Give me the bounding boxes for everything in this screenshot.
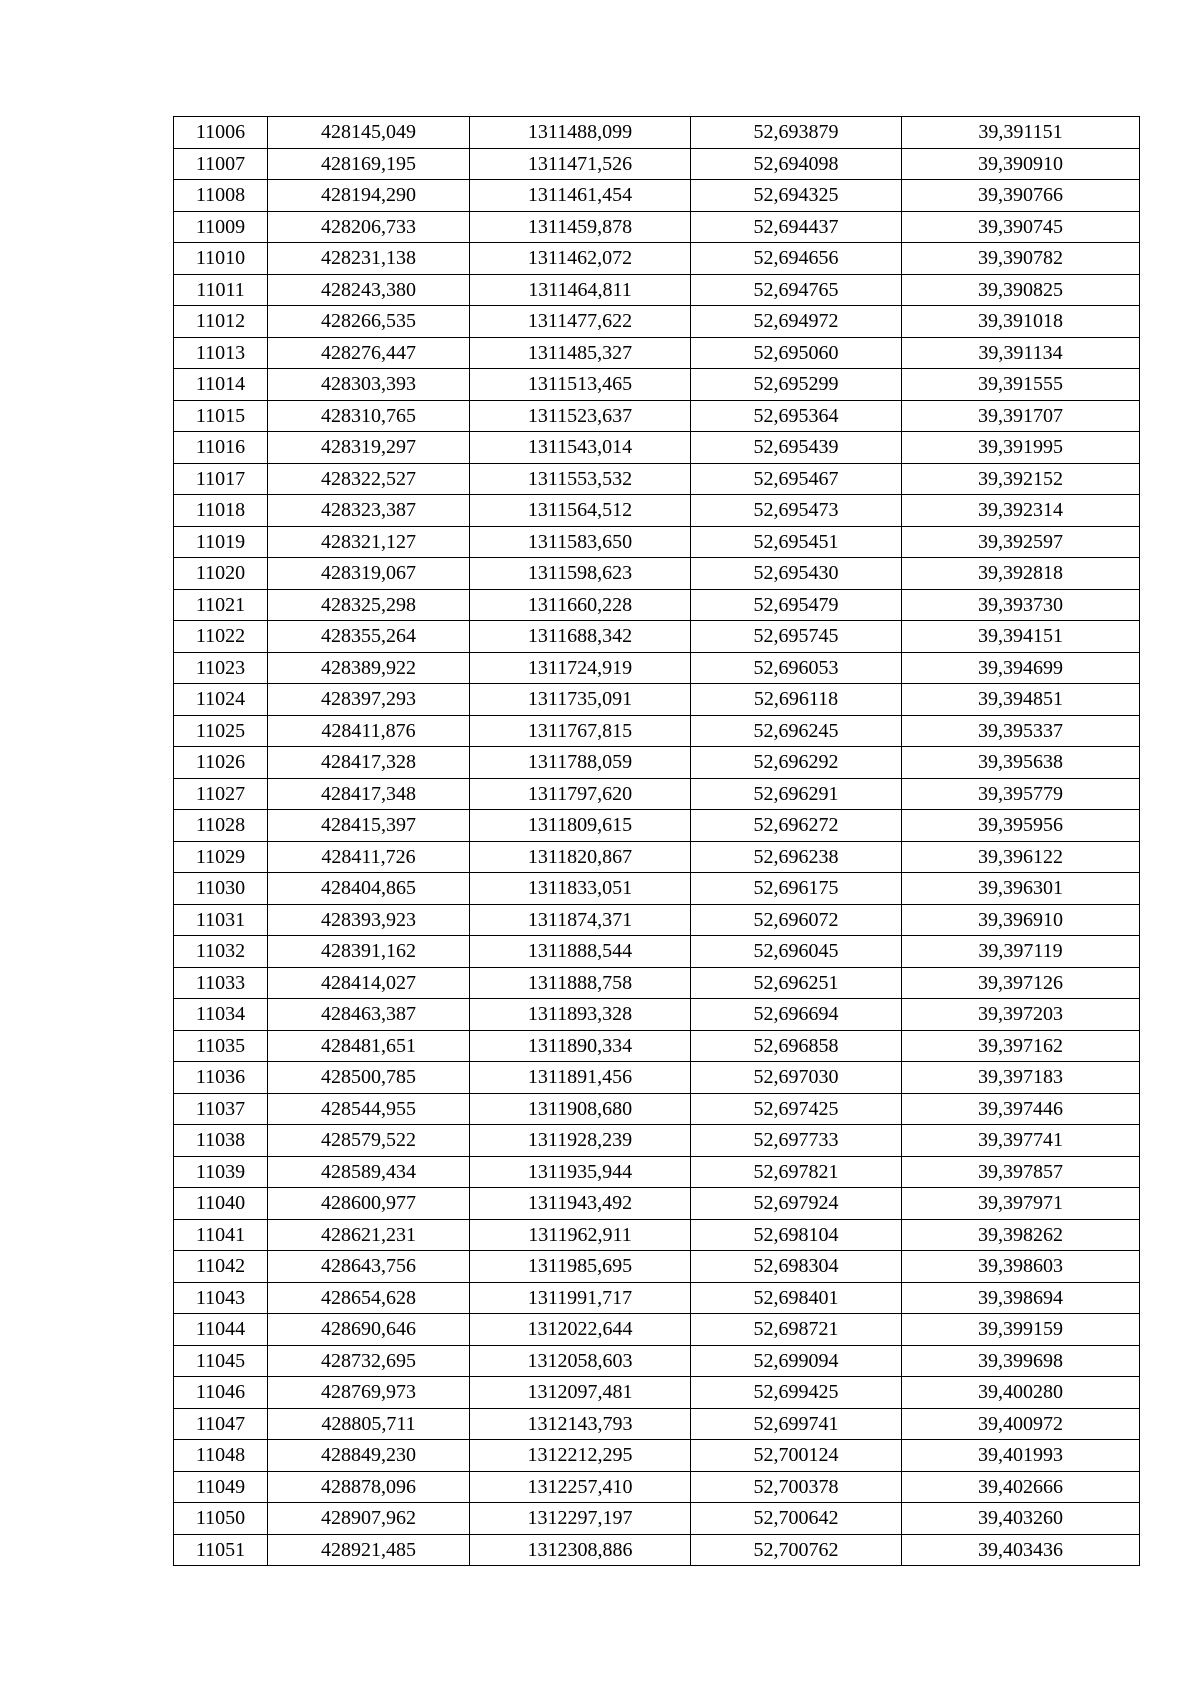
point-number-cell: 11041	[174, 1219, 268, 1251]
point-number-cell: 11038	[174, 1125, 268, 1157]
latitude-cell: 52,700762	[691, 1534, 902, 1566]
x-coordinate-cell: 428391,162	[268, 936, 470, 968]
y-coordinate-cell: 1311820,867	[470, 841, 691, 873]
longitude-cell: 39,397183	[902, 1062, 1140, 1094]
table-row	[174, 1062, 1140, 1094]
latitude-cell: 52,695479	[691, 589, 902, 621]
longitude-cell: 39,395956	[902, 810, 1140, 842]
y-coordinate-cell: 1311797,620	[470, 778, 691, 810]
latitude-cell: 52,696045	[691, 936, 902, 968]
y-coordinate-cell: 1311888,544	[470, 936, 691, 968]
latitude-cell: 52,696272	[691, 810, 902, 842]
table-row	[174, 1345, 1140, 1377]
table-row	[174, 211, 1140, 243]
latitude-cell: 52,696291	[691, 778, 902, 810]
longitude-cell: 39,392597	[902, 526, 1140, 558]
table-row	[174, 337, 1140, 369]
table-row	[174, 747, 1140, 779]
x-coordinate-cell: 428393,923	[268, 904, 470, 936]
table-row	[174, 1282, 1140, 1314]
y-coordinate-cell: 1311462,072	[470, 243, 691, 275]
latitude-cell: 52,698104	[691, 1219, 902, 1251]
point-number-cell: 11026	[174, 747, 268, 779]
longitude-cell: 39,399698	[902, 1345, 1140, 1377]
x-coordinate-cell: 428303,393	[268, 369, 470, 401]
table-row	[174, 904, 1140, 936]
y-coordinate-cell: 1311488,099	[470, 117, 691, 149]
point-number-cell: 11039	[174, 1156, 268, 1188]
table-row	[174, 621, 1140, 653]
point-number-cell: 11049	[174, 1471, 268, 1503]
y-coordinate-cell: 1312257,410	[470, 1471, 691, 1503]
table-row	[174, 274, 1140, 306]
x-coordinate-cell: 428544,955	[268, 1093, 470, 1125]
y-coordinate-cell: 1311890,334	[470, 1030, 691, 1062]
point-number-cell: 11014	[174, 369, 268, 401]
latitude-cell: 52,697030	[691, 1062, 902, 1094]
y-coordinate-cell: 1312022,644	[470, 1314, 691, 1346]
point-number-cell: 11015	[174, 400, 268, 432]
y-coordinate-cell: 1311833,051	[470, 873, 691, 905]
longitude-cell: 39,403260	[902, 1503, 1140, 1535]
y-coordinate-cell: 1311513,465	[470, 369, 691, 401]
longitude-cell: 39,397971	[902, 1188, 1140, 1220]
point-number-cell: 11009	[174, 211, 268, 243]
latitude-cell: 52,696251	[691, 967, 902, 999]
table-row	[174, 873, 1140, 905]
x-coordinate-cell: 428417,348	[268, 778, 470, 810]
x-coordinate-cell: 428355,264	[268, 621, 470, 653]
point-number-cell: 11037	[174, 1093, 268, 1125]
point-number-cell: 11012	[174, 306, 268, 338]
latitude-cell: 52,694656	[691, 243, 902, 275]
point-number-cell: 11008	[174, 180, 268, 212]
x-coordinate-cell: 428325,298	[268, 589, 470, 621]
latitude-cell: 52,696118	[691, 684, 902, 716]
point-number-cell: 11044	[174, 1314, 268, 1346]
latitude-cell: 52,694098	[691, 148, 902, 180]
table-row	[174, 715, 1140, 747]
x-coordinate-cell: 428243,380	[268, 274, 470, 306]
x-coordinate-cell: 428169,195	[268, 148, 470, 180]
table-row	[174, 652, 1140, 684]
y-coordinate-cell: 1311809,615	[470, 810, 691, 842]
latitude-cell: 52,695451	[691, 526, 902, 558]
longitude-cell: 39,395337	[902, 715, 1140, 747]
y-coordinate-cell: 1311935,944	[470, 1156, 691, 1188]
point-number-cell: 11042	[174, 1251, 268, 1283]
point-number-cell: 11040	[174, 1188, 268, 1220]
table-row	[174, 117, 1140, 149]
x-coordinate-cell: 428319,297	[268, 432, 470, 464]
table-row	[174, 306, 1140, 338]
latitude-cell: 52,696858	[691, 1030, 902, 1062]
table-row	[174, 936, 1140, 968]
table-row	[174, 810, 1140, 842]
longitude-cell: 39,397203	[902, 999, 1140, 1031]
coordinates-table-body	[174, 117, 1140, 1566]
table-row	[174, 1314, 1140, 1346]
y-coordinate-cell: 1311928,239	[470, 1125, 691, 1157]
point-number-cell: 11007	[174, 148, 268, 180]
y-coordinate-cell: 1311688,342	[470, 621, 691, 653]
x-coordinate-cell: 428621,231	[268, 1219, 470, 1251]
longitude-cell: 39,394699	[902, 652, 1140, 684]
x-coordinate-cell: 428411,876	[268, 715, 470, 747]
longitude-cell: 39,391151	[902, 117, 1140, 149]
latitude-cell: 52,696292	[691, 747, 902, 779]
table-row	[174, 432, 1140, 464]
point-number-cell: 11050	[174, 1503, 268, 1535]
x-coordinate-cell: 428397,293	[268, 684, 470, 716]
point-number-cell: 11036	[174, 1062, 268, 1094]
y-coordinate-cell: 1311660,228	[470, 589, 691, 621]
y-coordinate-cell: 1311943,492	[470, 1188, 691, 1220]
y-coordinate-cell: 1311477,622	[470, 306, 691, 338]
latitude-cell: 52,696694	[691, 999, 902, 1031]
latitude-cell: 52,695473	[691, 495, 902, 527]
table-row	[174, 1503, 1140, 1535]
table-row	[174, 558, 1140, 590]
longitude-cell: 39,391995	[902, 432, 1140, 464]
table-row	[174, 400, 1140, 432]
x-coordinate-cell: 428690,646	[268, 1314, 470, 1346]
y-coordinate-cell: 1311724,919	[470, 652, 691, 684]
x-coordinate-cell: 428231,138	[268, 243, 470, 275]
latitude-cell: 52,699094	[691, 1345, 902, 1377]
latitude-cell: 52,695299	[691, 369, 902, 401]
longitude-cell: 39,397741	[902, 1125, 1140, 1157]
x-coordinate-cell: 428276,447	[268, 337, 470, 369]
x-coordinate-cell: 428732,695	[268, 1345, 470, 1377]
table-row	[174, 684, 1140, 716]
table-row	[174, 967, 1140, 999]
x-coordinate-cell: 428600,977	[268, 1188, 470, 1220]
x-coordinate-cell: 428589,434	[268, 1156, 470, 1188]
longitude-cell: 39,398262	[902, 1219, 1140, 1251]
latitude-cell: 52,697821	[691, 1156, 902, 1188]
latitude-cell: 52,700124	[691, 1440, 902, 1472]
table-row	[174, 1377, 1140, 1409]
table-row	[174, 1156, 1140, 1188]
table-row	[174, 369, 1140, 401]
x-coordinate-cell: 428145,049	[268, 117, 470, 149]
x-coordinate-cell: 428323,387	[268, 495, 470, 527]
x-coordinate-cell: 428321,127	[268, 526, 470, 558]
longitude-cell: 39,393730	[902, 589, 1140, 621]
longitude-cell: 39,397857	[902, 1156, 1140, 1188]
point-number-cell: 11020	[174, 558, 268, 590]
longitude-cell: 39,391707	[902, 400, 1140, 432]
y-coordinate-cell: 1312308,886	[470, 1534, 691, 1566]
x-coordinate-cell: 428579,522	[268, 1125, 470, 1157]
latitude-cell: 52,696238	[691, 841, 902, 873]
longitude-cell: 39,392152	[902, 463, 1140, 495]
point-number-cell: 11027	[174, 778, 268, 810]
y-coordinate-cell: 1311461,454	[470, 180, 691, 212]
y-coordinate-cell: 1312297,197	[470, 1503, 691, 1535]
latitude-cell: 52,698401	[691, 1282, 902, 1314]
x-coordinate-cell: 428643,756	[268, 1251, 470, 1283]
y-coordinate-cell: 1311598,623	[470, 558, 691, 590]
latitude-cell: 52,695439	[691, 432, 902, 464]
latitude-cell: 52,694972	[691, 306, 902, 338]
table-row	[174, 463, 1140, 495]
table-row	[174, 1534, 1140, 1566]
table-row	[174, 841, 1140, 873]
point-number-cell: 11021	[174, 589, 268, 621]
longitude-cell: 39,390766	[902, 180, 1140, 212]
y-coordinate-cell: 1311564,512	[470, 495, 691, 527]
longitude-cell: 39,390745	[902, 211, 1140, 243]
y-coordinate-cell: 1311874,371	[470, 904, 691, 936]
longitude-cell: 39,396910	[902, 904, 1140, 936]
longitude-cell: 39,392314	[902, 495, 1140, 527]
table-row	[174, 1093, 1140, 1125]
point-number-cell: 11016	[174, 432, 268, 464]
point-number-cell: 11032	[174, 936, 268, 968]
latitude-cell: 52,695364	[691, 400, 902, 432]
y-coordinate-cell: 1311459,878	[470, 211, 691, 243]
y-coordinate-cell: 1311471,526	[470, 148, 691, 180]
y-coordinate-cell: 1312212,295	[470, 1440, 691, 1472]
longitude-cell: 39,394151	[902, 621, 1140, 653]
table-row	[174, 495, 1140, 527]
table-row	[174, 1408, 1140, 1440]
longitude-cell: 39,398694	[902, 1282, 1140, 1314]
longitude-cell: 39,397162	[902, 1030, 1140, 1062]
table-row	[174, 589, 1140, 621]
x-coordinate-cell: 428654,628	[268, 1282, 470, 1314]
longitude-cell: 39,400280	[902, 1377, 1140, 1409]
x-coordinate-cell: 428907,962	[268, 1503, 470, 1535]
table-row	[174, 1471, 1140, 1503]
y-coordinate-cell: 1311893,328	[470, 999, 691, 1031]
latitude-cell: 52,699425	[691, 1377, 902, 1409]
y-coordinate-cell: 1311464,811	[470, 274, 691, 306]
latitude-cell: 52,699741	[691, 1408, 902, 1440]
y-coordinate-cell: 1311485,327	[470, 337, 691, 369]
latitude-cell: 52,696245	[691, 715, 902, 747]
y-coordinate-cell: 1311543,014	[470, 432, 691, 464]
x-coordinate-cell: 428206,733	[268, 211, 470, 243]
x-coordinate-cell: 428411,726	[268, 841, 470, 873]
latitude-cell: 52,693879	[691, 117, 902, 149]
latitude-cell: 52,698304	[691, 1251, 902, 1283]
point-number-cell: 11017	[174, 463, 268, 495]
longitude-cell: 39,397126	[902, 967, 1140, 999]
longitude-cell: 39,395638	[902, 747, 1140, 779]
longitude-cell: 39,390910	[902, 148, 1140, 180]
latitude-cell: 52,697733	[691, 1125, 902, 1157]
point-number-cell: 11047	[174, 1408, 268, 1440]
longitude-cell: 39,396122	[902, 841, 1140, 873]
point-number-cell: 11011	[174, 274, 268, 306]
longitude-cell: 39,392818	[902, 558, 1140, 590]
latitude-cell: 52,696053	[691, 652, 902, 684]
longitude-cell: 39,397119	[902, 936, 1140, 968]
table-row	[174, 1440, 1140, 1472]
table-row	[174, 243, 1140, 275]
longitude-cell: 39,390825	[902, 274, 1140, 306]
latitude-cell: 52,694437	[691, 211, 902, 243]
point-number-cell: 11006	[174, 117, 268, 149]
longitude-cell: 39,400972	[902, 1408, 1140, 1440]
point-number-cell: 11019	[174, 526, 268, 558]
x-coordinate-cell: 428481,651	[268, 1030, 470, 1062]
longitude-cell: 39,403436	[902, 1534, 1140, 1566]
y-coordinate-cell: 1311553,532	[470, 463, 691, 495]
point-number-cell: 11030	[174, 873, 268, 905]
latitude-cell: 52,694325	[691, 180, 902, 212]
longitude-cell: 39,397446	[902, 1093, 1140, 1125]
longitude-cell: 39,391018	[902, 306, 1140, 338]
latitude-cell: 52,700642	[691, 1503, 902, 1535]
y-coordinate-cell: 1311985,695	[470, 1251, 691, 1283]
x-coordinate-cell: 428266,535	[268, 306, 470, 338]
y-coordinate-cell: 1312097,481	[470, 1377, 691, 1409]
coordinates-table	[173, 116, 1140, 1566]
point-number-cell: 11023	[174, 652, 268, 684]
table-row	[174, 778, 1140, 810]
x-coordinate-cell: 428463,387	[268, 999, 470, 1031]
latitude-cell: 52,695467	[691, 463, 902, 495]
y-coordinate-cell: 1311991,717	[470, 1282, 691, 1314]
point-number-cell: 11029	[174, 841, 268, 873]
y-coordinate-cell: 1311767,815	[470, 715, 691, 747]
latitude-cell: 52,698721	[691, 1314, 902, 1346]
latitude-cell: 52,695060	[691, 337, 902, 369]
point-number-cell: 11024	[174, 684, 268, 716]
table-row	[174, 526, 1140, 558]
longitude-cell: 39,396301	[902, 873, 1140, 905]
point-number-cell: 11018	[174, 495, 268, 527]
y-coordinate-cell: 1311888,758	[470, 967, 691, 999]
x-coordinate-cell: 428921,485	[268, 1534, 470, 1566]
longitude-cell: 39,402666	[902, 1471, 1140, 1503]
point-number-cell: 11013	[174, 337, 268, 369]
longitude-cell: 39,391555	[902, 369, 1140, 401]
x-coordinate-cell: 428319,067	[268, 558, 470, 590]
latitude-cell: 52,694765	[691, 274, 902, 306]
x-coordinate-cell: 428389,922	[268, 652, 470, 684]
point-number-cell: 11051	[174, 1534, 268, 1566]
latitude-cell: 52,695745	[691, 621, 902, 653]
longitude-cell: 39,394851	[902, 684, 1140, 716]
x-coordinate-cell: 428805,711	[268, 1408, 470, 1440]
point-number-cell: 11046	[174, 1377, 268, 1409]
latitude-cell: 52,700378	[691, 1471, 902, 1503]
longitude-cell: 39,395779	[902, 778, 1140, 810]
latitude-cell: 52,695430	[691, 558, 902, 590]
x-coordinate-cell: 428500,785	[268, 1062, 470, 1094]
y-coordinate-cell: 1311583,650	[470, 526, 691, 558]
x-coordinate-cell: 428769,973	[268, 1377, 470, 1409]
x-coordinate-cell: 428322,527	[268, 463, 470, 495]
point-number-cell: 11048	[174, 1440, 268, 1472]
point-number-cell: 11010	[174, 243, 268, 275]
point-number-cell: 11035	[174, 1030, 268, 1062]
latitude-cell: 52,697425	[691, 1093, 902, 1125]
y-coordinate-cell: 1312058,603	[470, 1345, 691, 1377]
longitude-cell: 39,391134	[902, 337, 1140, 369]
table-row	[174, 1125, 1140, 1157]
table-row	[174, 1219, 1140, 1251]
y-coordinate-cell: 1311735,091	[470, 684, 691, 716]
point-number-cell: 11031	[174, 904, 268, 936]
y-coordinate-cell: 1311788,059	[470, 747, 691, 779]
x-coordinate-cell: 428417,328	[268, 747, 470, 779]
y-coordinate-cell: 1311891,456	[470, 1062, 691, 1094]
y-coordinate-cell: 1311962,911	[470, 1219, 691, 1251]
latitude-cell: 52,696072	[691, 904, 902, 936]
x-coordinate-cell: 428878,096	[268, 1471, 470, 1503]
latitude-cell: 52,697924	[691, 1188, 902, 1220]
y-coordinate-cell: 1311908,680	[470, 1093, 691, 1125]
latitude-cell: 52,696175	[691, 873, 902, 905]
longitude-cell: 39,398603	[902, 1251, 1140, 1283]
table-row	[174, 1251, 1140, 1283]
table-row	[174, 999, 1140, 1031]
longitude-cell: 39,399159	[902, 1314, 1140, 1346]
point-number-cell: 11022	[174, 621, 268, 653]
x-coordinate-cell: 428415,397	[268, 810, 470, 842]
table-row	[174, 180, 1140, 212]
x-coordinate-cell: 428414,027	[268, 967, 470, 999]
x-coordinate-cell: 428194,290	[268, 180, 470, 212]
point-number-cell: 11034	[174, 999, 268, 1031]
x-coordinate-cell: 428310,765	[268, 400, 470, 432]
longitude-cell: 39,390782	[902, 243, 1140, 275]
point-number-cell: 11043	[174, 1282, 268, 1314]
x-coordinate-cell: 428849,230	[268, 1440, 470, 1472]
y-coordinate-cell: 1312143,793	[470, 1408, 691, 1440]
table-row	[174, 1188, 1140, 1220]
point-number-cell: 11045	[174, 1345, 268, 1377]
x-coordinate-cell: 428404,865	[268, 873, 470, 905]
point-number-cell: 11025	[174, 715, 268, 747]
point-number-cell: 11028	[174, 810, 268, 842]
table-row	[174, 1030, 1140, 1062]
longitude-cell: 39,401993	[902, 1440, 1140, 1472]
y-coordinate-cell: 1311523,637	[470, 400, 691, 432]
table-row	[174, 148, 1140, 180]
point-number-cell: 11033	[174, 967, 268, 999]
